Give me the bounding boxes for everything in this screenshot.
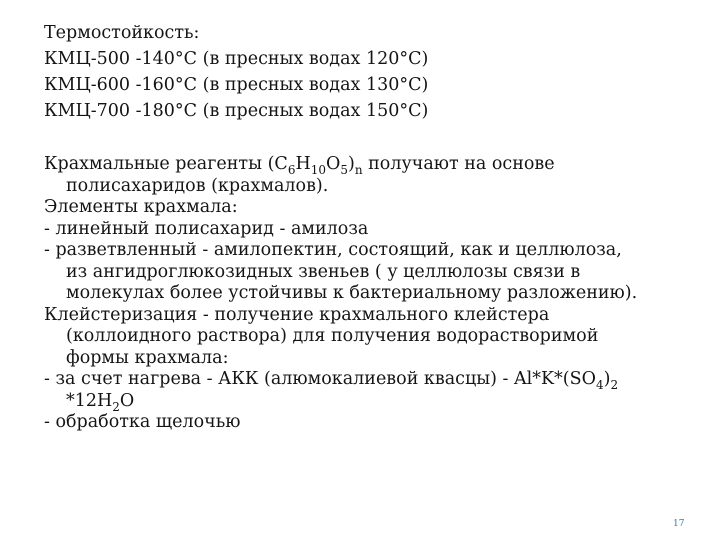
heating-continuation: $*12H_2O$: [66, 390, 135, 414]
gelatinization-continuation-2: формы крахмала:: [66, 347, 229, 368]
amylopectin-continuation-1: из ангидроглюкозидных звеньев ( у целлюлозы связи в: [66, 261, 581, 282]
amylopectin-continuation-2: молекулах более устойчивы к бактериальному разложению).: [66, 283, 638, 303]
starch-elements-title: Элементы крахмала:: [44, 197, 238, 217]
starch-reagents-line: Крахмальные реагенты $(С_6Н_{10}О_5)_n$ получают на основе: [44, 154, 555, 177]
amylose-item: - линейный полисахарид - амилоза: [44, 218, 369, 239]
gelatinization-line: Клейстеризация - получение крахмального клейстера: [44, 304, 550, 325]
thermal-stability-block: [44, 20, 684, 124]
kmc-600-line: КМЦ-600 -160°С (в пресных водах 130°С): [44, 75, 429, 95]
page-number: 17: [673, 519, 685, 529]
starch-reagents-continuation: полисахаридов (крахмалов).: [66, 175, 329, 196]
amylopectin-item: - разветвленный - амилопектин, состоящий, как и целлюлоза,: [44, 240, 622, 260]
gelatinization-continuation-1: (коллоидного раствора) для получения водорастворимой: [66, 326, 599, 346]
alkali-item: - обработка щелочью: [44, 412, 241, 432]
starch-reagents-block: [44, 154, 694, 434]
thermal-stability-title: Термостойкость:: [44, 23, 200, 43]
heating-item: - за счет нагрева - АКК (алюмокалиевой квасцы) - $Al*K*(SO_4)_2$: [44, 369, 619, 392]
kmc-700-line: КМЦ-700 -180°С (в пресных водах 150°С): [44, 101, 429, 121]
kmc-500-line: КМЦ-500 -140°С (в пресных водах 120°С): [44, 49, 429, 69]
